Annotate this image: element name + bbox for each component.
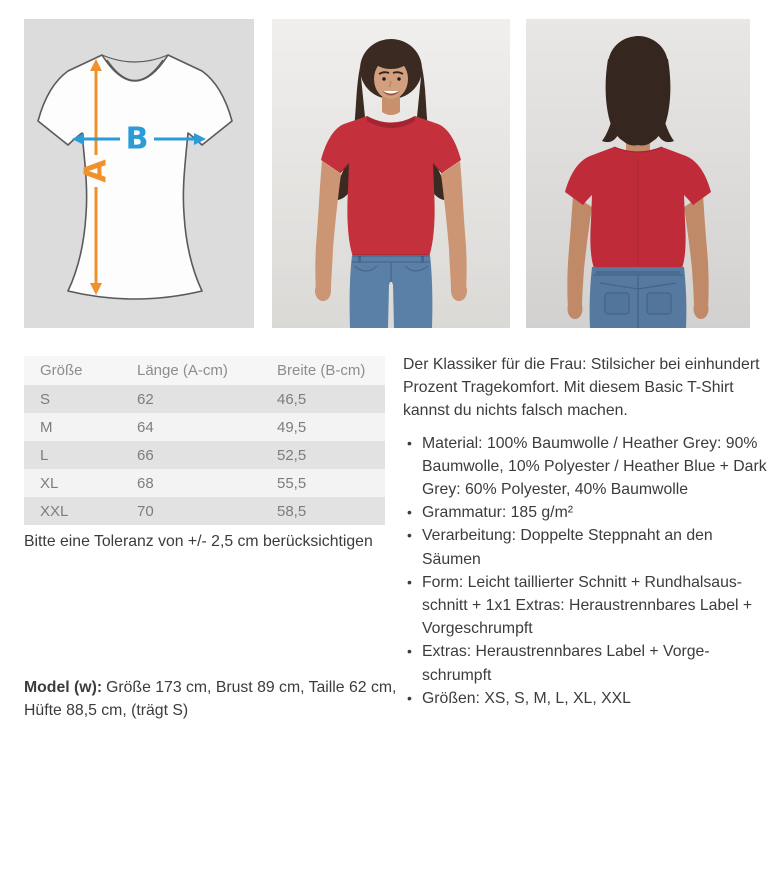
hair (602, 36, 674, 146)
tshirt-diagram-svg (24, 19, 254, 328)
description-intro: Der Klassiker für die Frau: Stilsicher bei einhundert Prozent Tragekomfort. Mit diesem Basic T-Shirt kannst du nichts falsch machen. (403, 356, 760, 420)
tolerance-note: Bitte eine Toleranz von +/- 2,5 cm berücksichtigen (24, 533, 373, 550)
table-row-xl (24, 469, 385, 497)
feature-form: • Form: Leicht taillierter Schnitt + Rundhalsausschnitt + 1x1 Extras: Heraustrennbares Label + Vorgeschrumpft (403, 571, 773, 641)
collar-back-line (102, 55, 168, 62)
length-cell: 66 (137, 446, 154, 464)
length-cell: 64 (137, 418, 154, 436)
col-header-groesse: Größe (40, 362, 83, 379)
col-header-breite: Breite (B-cm) (277, 362, 366, 379)
size-table (24, 356, 385, 525)
size-cell: S (40, 390, 51, 408)
length-cell: 62 (137, 390, 154, 408)
tshirt-outline (38, 55, 232, 299)
col-header-laenge: Länge (A-cm) (137, 362, 228, 379)
model-back-illustration (526, 19, 750, 328)
tee-hem-shadow (596, 271, 680, 274)
size-table-header-row (24, 356, 385, 385)
feature-extras: • Extras: Heraustrennbares Label + Vorgeschrumpft (403, 640, 773, 686)
length-cell: 68 (137, 474, 154, 492)
width-cell: 49,5 (277, 418, 307, 436)
model-info (24, 676, 399, 722)
feature-material: • Material: 100% Baumwolle / Heather Grey: 90% Baumwolle, 10% Polyester / Heather Blue + Dark Grey: 60% Polyester, 40% Baumwolle (403, 432, 773, 502)
width-cell: 46,5 (277, 390, 307, 408)
model-info-label: Model (w): (24, 679, 103, 696)
size-cell: XXL (40, 502, 69, 520)
table-row-l (24, 441, 385, 469)
label-b: B (125, 121, 149, 157)
size-cell: L (40, 446, 49, 464)
width-cell: 52,5 (277, 446, 307, 464)
model-photo-front (272, 19, 510, 328)
width-cell: 58,5 (277, 502, 307, 520)
table-row-m (24, 413, 385, 441)
feature-grammatur: • Grammatur: 185 g/m² (403, 501, 773, 524)
table-row-s (24, 385, 385, 413)
length-cell: 70 (137, 502, 154, 520)
feature-groessen: • Größen: XS, S, M, L, XL, XXL (403, 687, 773, 710)
tshirt-measurement-diagram (24, 19, 254, 328)
feature-list (403, 432, 773, 710)
feature-verarbeitung: • Verarbeitung: Doppelte Steppnaht an den Säumen (403, 524, 773, 570)
tee-hem-shadow (353, 254, 429, 257)
size-cell: XL (40, 474, 59, 492)
model-info-text: Größe 173 cm, Brust 89 cm, Taille 62 cm, Hüfte 88,5 cm, (trägt S) (24, 679, 397, 719)
width-cell: 55,5 (277, 474, 307, 492)
size-cell: M (40, 418, 53, 436)
jeans-back (590, 267, 687, 328)
table-row-xxl (24, 497, 385, 525)
model-front-illustration (272, 19, 510, 328)
product-description (403, 353, 773, 710)
label-a: A (78, 159, 114, 183)
hairline (374, 51, 408, 69)
model-photo-back (526, 19, 750, 328)
